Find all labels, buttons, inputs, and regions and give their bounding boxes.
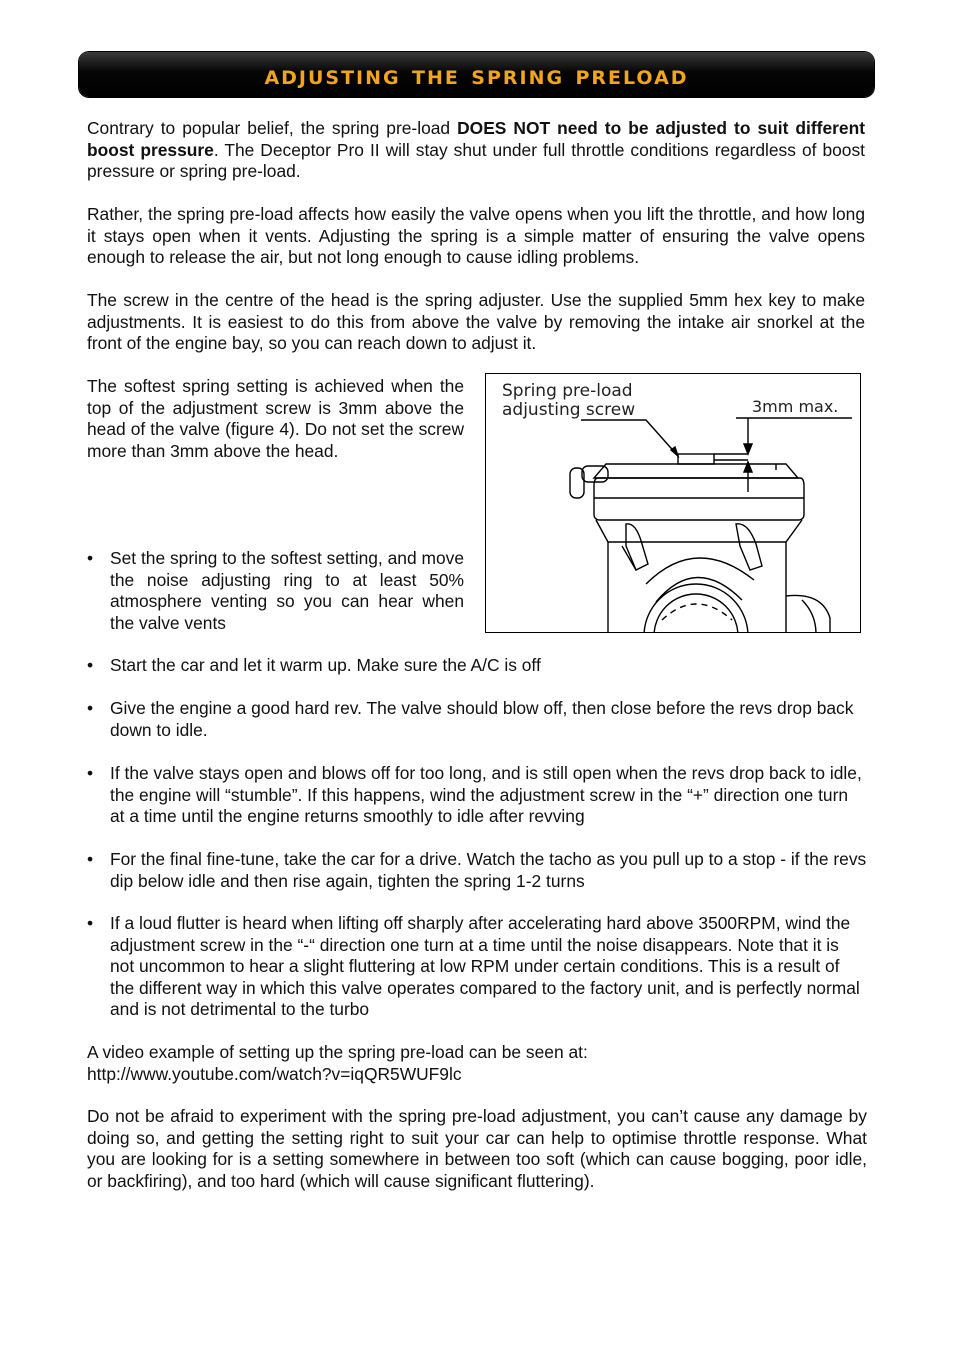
section-title: adjusting the spring preload xyxy=(264,60,689,91)
bullet-item xyxy=(87,655,867,677)
figure-valve-diagram xyxy=(485,373,861,633)
bullet-item xyxy=(87,849,867,892)
bullet-marker: • xyxy=(87,698,94,718)
intro-p1-text-end: . The Deceptor Pro II will stay shut under full throttle conditions regardless of boost pressure or spring pre-load. xyxy=(87,139,865,181)
bullet-text: If a loud flutter is heard when lifting off sharply after accelerating hard above 3500RPM, wind the adjustment screw in the “-“ direction one turn at a time until the noise disappears. Note that it is not uncommon to hear a slight fluttering at low RPM under certain conditions. This is a result of the different way in which this valve operates compared to the factory unit, and is perfectly normal and is not detrimental to the turbo xyxy=(110,913,860,1019)
video-paragraph xyxy=(87,1042,865,1085)
bullet-marker: • xyxy=(87,913,94,933)
bullet-marker: • xyxy=(87,655,94,675)
intro-p1-bold: DOES NOT need to be adjusted to suit different boost pressure xyxy=(87,118,865,160)
figure-label-screw-line1: Spring pre-load xyxy=(502,381,633,401)
closing-paragraph: Do not be afraid to experiment with the spring pre-load adjustment, you can’t cause any damage by doing so, and getting the setting right to suit your car can help to optimise throttle response. What you are looking for is a setting somewhere in between too soft (which can cause bogging, poor idle, or backfiring), and too hard (which will cause significant fluttering). xyxy=(87,1106,867,1191)
bullet-item xyxy=(87,913,867,1021)
bullet-text: Set the spring to the softest setting, and move the noise adjusting ring to at least 50% atmosphere venting so you can hear when the valve vents xyxy=(110,548,464,633)
video-link[interactable]: http://www.youtube.com/watch?v=iqQR5WUF9lc xyxy=(87,1063,462,1084)
intro-p1-text: Contrary to popular belief, the spring pre-load xyxy=(87,118,458,138)
bullet-text: For the final fine-tune, take the car for a drive. Watch the tacho as you pull up to a stop - if the revs dip below idle and then rise again, tighten the spring 1-2 turns xyxy=(110,849,867,891)
bullet-marker: • xyxy=(87,548,94,568)
figure-dimension-label: 3mm max. xyxy=(752,397,839,416)
bullet-text: Give the engine a good hard rev. The valve should blow off, then close before the revs drop back down to idle. xyxy=(110,698,854,740)
video-intro-text: A video example of setting up the spring pre-load can be seen at: xyxy=(87,1042,588,1062)
bullet-text: If the valve stays open and blows off for too long, and is still open when the revs drop back to idle, the engine will “stumble”. If this happens, wind the adjustment screw in the “+” direction one turn at a time until the engine returns smoothly to idle after revving xyxy=(110,763,862,826)
bullet-marker: • xyxy=(87,849,94,869)
bullet-item xyxy=(87,698,867,741)
bullet-marker: • xyxy=(87,763,94,783)
intro-paragraph-2: Rather, the spring pre-load affects how easily the valve opens when you lift the throttle, and how long it stays open when it vents. Adjusting the spring is a simple matter of ensuring the valve opens enough to release the air, but not long enough to cause idling problems. xyxy=(87,204,865,267)
figure-label-screw-line2: adjusting screw xyxy=(502,400,636,420)
bullet-item xyxy=(87,548,464,634)
intro-paragraph-1 xyxy=(87,118,865,183)
intro-paragraph-4: The softest spring setting is achieved when the top of the adjustment screw is 3mm above the head of the valve (figure 4). Do not set the screw more than 3mm above the head. xyxy=(87,376,464,461)
intro-paragraph-3: The screw in the centre of the head is the spring adjuster. Use the supplied 5mm hex key to make adjustments. It is easiest to do this from above the valve by removing the intake air snorkel at the front of the engine bay, so you can reach down to adjust it. xyxy=(87,290,865,353)
section-title-bar xyxy=(79,52,874,97)
bullet-item xyxy=(87,763,867,828)
bullet-text: Start the car and let it warm up. Make sure the A/C is off xyxy=(110,655,541,675)
